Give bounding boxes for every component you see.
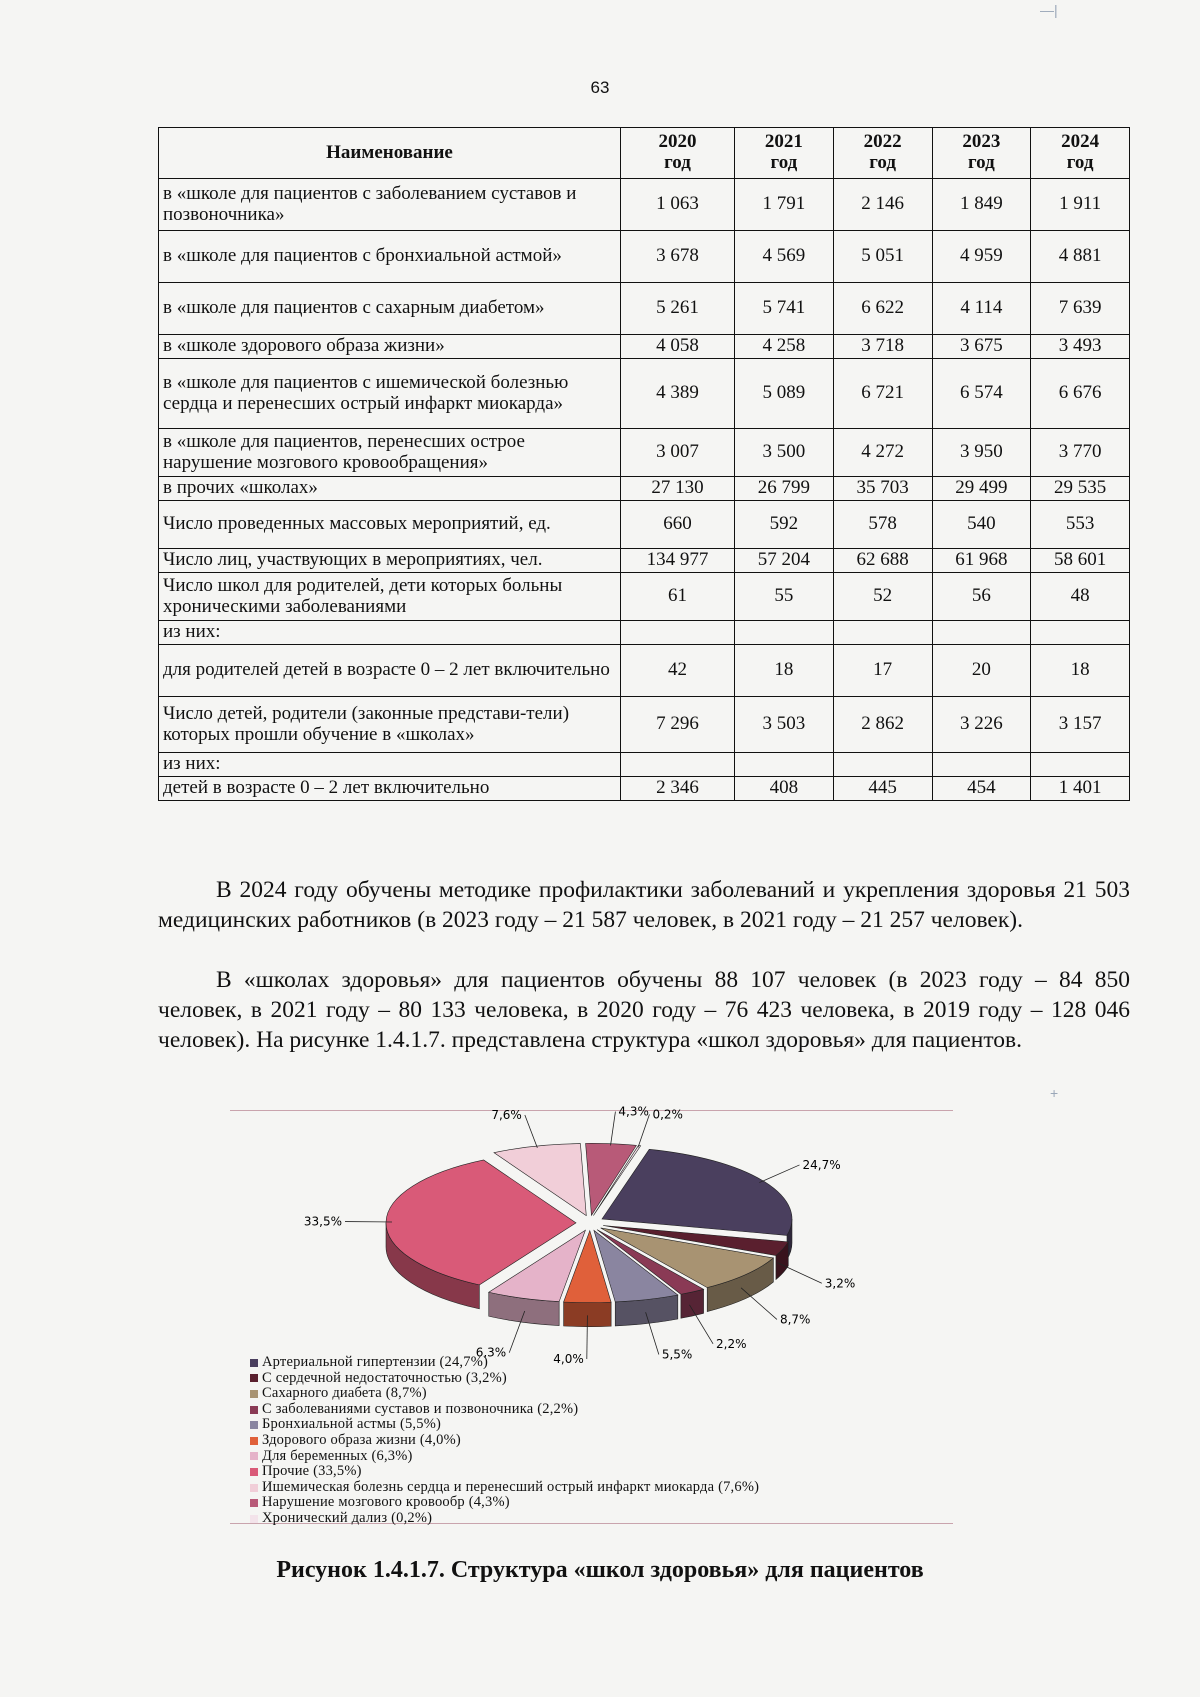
row-value — [833, 621, 932, 645]
row-value: 4 258 — [735, 335, 834, 359]
table-row — [159, 429, 1130, 477]
row-value: 48 — [1031, 573, 1130, 621]
legend-label: Прочие (33,5%) — [262, 1463, 362, 1480]
table-row — [159, 645, 1130, 697]
row-value: 3 226 — [932, 697, 1031, 753]
page-number: 63 — [590, 78, 610, 97]
row-value: 29 499 — [932, 477, 1031, 501]
column-header-year: 2021 год — [735, 128, 834, 179]
row-value: 35 703 — [833, 477, 932, 501]
legend-label: С заболеваниями суставов и позвоночника (2,2%) — [262, 1400, 579, 1417]
row-label: Число школ для родителей, дети которых больны хроническими заболеваниями — [159, 573, 621, 621]
legend-entry — [250, 1371, 940, 1387]
table-row — [159, 777, 1130, 801]
row-value: 2 146 — [833, 179, 932, 231]
row-value: 660 — [621, 501, 735, 549]
legend-entry — [250, 1386, 940, 1402]
legend-label: Артериальной гипертензии (24,7%) — [262, 1354, 488, 1370]
row-label: в «школе для пациентов, перенесших острое нарушение мозгового кровообращения» — [159, 429, 621, 477]
row-value: 3 503 — [735, 697, 834, 753]
row-value: 55 — [735, 573, 834, 621]
row-label: в прочих «школах» — [159, 477, 621, 501]
row-value: 26 799 — [735, 477, 834, 501]
row-value: 61 — [621, 573, 735, 621]
row-value — [1031, 621, 1130, 645]
row-value: 4 114 — [932, 283, 1031, 335]
legend-label: Ишемическая болезнь сердца и перенесший острый инфаркт миокарда (7,6%) — [262, 1478, 760, 1495]
column-header-year: 2020 год — [621, 128, 735, 179]
legend-label: Для беременных (6,3%) — [262, 1447, 413, 1464]
row-value: 57 204 — [735, 549, 834, 573]
legend-entry — [250, 1511, 940, 1527]
row-value: 7 296 — [621, 697, 735, 753]
row-label: Число детей, родители (законные представи-тели) которых прошли обучение в «школах» — [159, 697, 621, 753]
legend-entry — [250, 1480, 940, 1496]
data-label: 0,2% — [652, 1107, 683, 1122]
legend-label: С сердечной недостаточностью (3,2%) — [262, 1369, 507, 1386]
row-value: 61 968 — [932, 549, 1031, 573]
pie-chart-figure — [230, 1104, 953, 1526]
row-value: 540 — [932, 501, 1031, 549]
legend-entry — [250, 1495, 940, 1511]
row-value: 6 574 — [932, 359, 1031, 429]
legend-swatch — [250, 1484, 258, 1492]
table-row — [159, 501, 1130, 549]
table-row — [159, 549, 1130, 573]
row-label: в «школе для пациентов с сахарным диабетом» — [159, 283, 621, 335]
row-value: 4 389 — [621, 359, 735, 429]
data-label: 24,7% — [802, 1157, 841, 1172]
column-header-year: 2022 год — [833, 128, 932, 179]
legend-swatch — [250, 1437, 258, 1445]
table-row — [159, 231, 1130, 283]
row-value: 3 157 — [1031, 697, 1130, 753]
legend-swatch — [250, 1359, 258, 1367]
row-value: 445 — [833, 777, 932, 801]
data-label-leader — [611, 1112, 616, 1146]
row-value: 1 791 — [735, 179, 834, 231]
row-label: в «школе здорового образа жизни» — [159, 335, 621, 359]
row-value — [735, 753, 834, 777]
row-value: 5 089 — [735, 359, 834, 429]
legend-label: Нарушение мозгового кровообр (4,3%) — [262, 1494, 510, 1511]
row-value: 1 401 — [1031, 777, 1130, 801]
data-label: 33,5% — [303, 1214, 343, 1229]
row-value: 3 675 — [932, 335, 1031, 359]
row-value — [735, 621, 834, 645]
legend-label: Сахарного диабета (8,7%) — [262, 1385, 427, 1402]
row-value: 6 721 — [833, 359, 932, 429]
row-value: 3 770 — [1031, 429, 1130, 477]
row-value: 5 741 — [735, 283, 834, 335]
row-value: 3 493 — [1031, 335, 1130, 359]
row-value: 5 261 — [621, 283, 735, 335]
row-value: 3 950 — [932, 429, 1031, 477]
row-label: из них: — [159, 621, 621, 645]
row-label: в «школе для пациентов с ишемической болезнью сердца и перенесших острый инфаркт миокарда» — [159, 359, 621, 429]
legend-swatch — [250, 1468, 258, 1476]
row-value: 5 051 — [833, 231, 932, 283]
data-label: 4,0% — [553, 1351, 584, 1366]
row-value: 1 849 — [932, 179, 1031, 231]
table-row — [159, 335, 1130, 359]
column-header-name: Наименование — [159, 128, 621, 179]
data-label-leader — [525, 1115, 537, 1148]
column-header-year: 2023 год — [932, 128, 1031, 179]
table-body — [159, 179, 1130, 801]
legend-swatch — [250, 1499, 258, 1507]
data-label-leader — [759, 1165, 799, 1183]
row-value: 1 911 — [1031, 179, 1130, 231]
row-label: в «школе для пациентов с бронхиальной астмой» — [159, 231, 621, 283]
row-value: 1 063 — [621, 179, 735, 231]
table-row — [159, 753, 1130, 777]
row-value — [621, 621, 735, 645]
row-value: 58 601 — [1031, 549, 1130, 573]
table-row — [159, 359, 1130, 429]
row-value: 592 — [735, 501, 834, 549]
row-value: 2 862 — [833, 697, 932, 753]
data-label: 7,6% — [491, 1108, 522, 1123]
legend-entry — [250, 1417, 940, 1433]
legend-swatch — [250, 1374, 258, 1382]
row-label: для родителей детей в возрасте 0 – 2 лет включительно — [159, 645, 621, 697]
data-label-leader — [777, 1263, 821, 1284]
row-value: 4 272 — [833, 429, 932, 477]
data-label: 8,7% — [779, 1312, 811, 1327]
row-value: 18 — [735, 645, 834, 697]
row-value: 52 — [833, 573, 932, 621]
row-value: 4 569 — [735, 231, 834, 283]
row-value: 6 622 — [833, 283, 932, 335]
legend-label: Здорового образа жизни (4,0%) — [262, 1431, 461, 1448]
scan-mark: + — [1050, 1085, 1059, 1101]
data-label-leader — [638, 1114, 649, 1147]
row-value: 408 — [735, 777, 834, 801]
legend-entry — [250, 1355, 940, 1371]
row-value: 3 718 — [833, 335, 932, 359]
legend-swatch — [250, 1390, 258, 1398]
chart-legend — [250, 1355, 940, 1527]
legend-entry — [250, 1464, 940, 1480]
row-value: 3 007 — [621, 429, 735, 477]
data-label: 3,2% — [824, 1276, 856, 1291]
row-value — [1031, 753, 1130, 777]
row-value — [833, 753, 932, 777]
table-row — [159, 621, 1130, 645]
row-label: Число проведенных массовых мероприятий, ед. — [159, 501, 621, 549]
row-value: 29 535 — [1031, 477, 1130, 501]
row-value: 7 639 — [1031, 283, 1130, 335]
column-header-year: 2024 год — [1031, 128, 1130, 179]
row-value: 42 — [621, 645, 735, 697]
row-value: 454 — [932, 777, 1031, 801]
row-value: 553 — [1031, 501, 1130, 549]
row-value: 17 — [833, 645, 932, 697]
paragraph-health-schools: В «школах здоровья» для пациентов обучены 88 107 человек (в 2023 году – 84 850 человек, в 2021 году – 80 133 человека, в 2020 году – 76 423 человека, в 2019 году – 128 046 человек). На рисунке 1.4.1.7. представлена структура «школ здоровья» для пациентов. — [158, 967, 1130, 1053]
figure-caption: Рисунок 1.4.1.7. Структура «школ здоровья» для пациентов — [276, 1557, 924, 1583]
legend-swatch — [250, 1421, 258, 1429]
row-value: 2 346 — [621, 777, 735, 801]
legend-swatch — [250, 1452, 258, 1460]
data-label: 6,3% — [475, 1345, 507, 1360]
legend-entry — [250, 1449, 940, 1465]
legend-entry — [250, 1433, 940, 1449]
row-value: 134 977 — [621, 549, 735, 573]
row-value: 18 — [1031, 645, 1130, 697]
row-label: Число лиц, участвующих в мероприятиях, чел. — [159, 549, 621, 573]
legend-swatch — [250, 1515, 258, 1523]
table-row — [159, 283, 1130, 335]
row-value: 3 678 — [621, 231, 735, 283]
row-value: 578 — [833, 501, 932, 549]
row-value: 27 130 — [621, 477, 735, 501]
data-label-leader — [741, 1288, 777, 1320]
table-row — [159, 573, 1130, 621]
legend-swatch — [250, 1406, 258, 1414]
legend-label: Бронхиальной астмы (5,5%) — [262, 1416, 442, 1433]
row-value: 56 — [932, 573, 1031, 621]
paragraph-medical-workers: В 2024 году обучены методике профилактики заболеваний и укрепления здоровья 21 503 медицинских работников (в 2023 году – 21 587 человек, в 2021 году – 21 257 человек). — [158, 877, 1130, 933]
legend-label: Хронический дализ (0,2%) — [262, 1509, 433, 1526]
data-label: 4,3% — [618, 1104, 649, 1119]
row-label: в «школе для пациентов с заболеванием суставов и позвоночника» — [159, 179, 621, 231]
row-value: 3 500 — [735, 429, 834, 477]
row-value — [621, 753, 735, 777]
row-value: 62 688 — [833, 549, 932, 573]
row-label: из них: — [159, 753, 621, 777]
table-row — [159, 179, 1130, 231]
data-label: 2,2% — [716, 1336, 747, 1351]
statistics-table — [158, 127, 1130, 801]
row-label: детей в возрасте 0 – 2 лет включительно — [159, 777, 621, 801]
row-value: 6 676 — [1031, 359, 1130, 429]
table-header-row — [159, 128, 1130, 179]
row-value — [932, 621, 1031, 645]
row-value: 20 — [932, 645, 1031, 697]
scan-mark: —| — [1040, 2, 1058, 18]
row-value: 4 058 — [621, 335, 735, 359]
row-value — [932, 753, 1031, 777]
data-label: 5,5% — [661, 1347, 693, 1362]
legend-entry — [250, 1402, 940, 1418]
row-value: 4 881 — [1031, 231, 1130, 283]
table-row — [159, 477, 1130, 501]
table-row — [159, 697, 1130, 753]
row-value: 4 959 — [932, 231, 1031, 283]
